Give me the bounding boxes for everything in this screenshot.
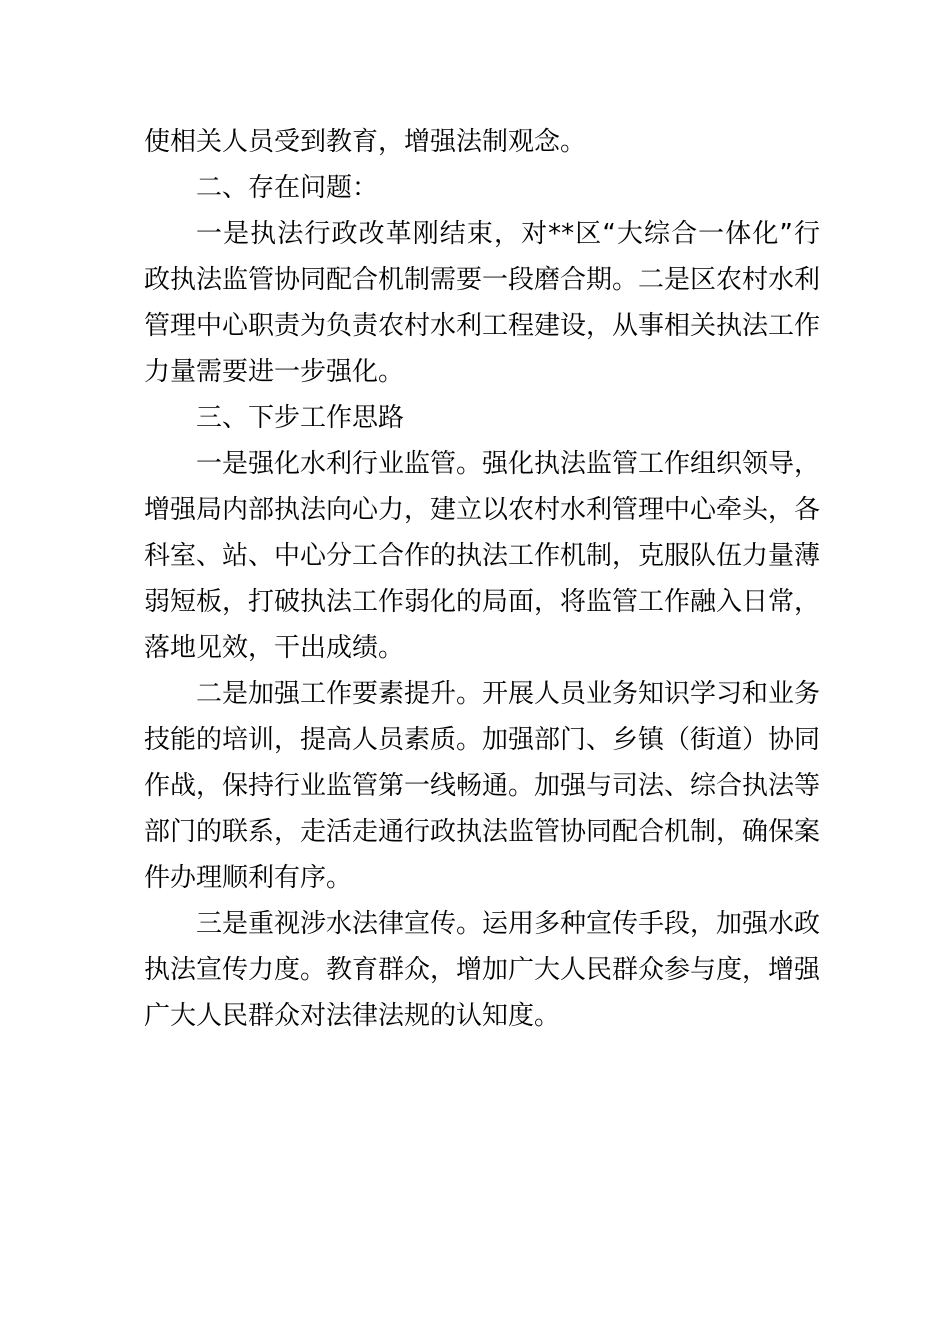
section-heading-problems: 二、存在问题： <box>196 173 379 203</box>
section-heading-next-steps: 三、下步工作思路 <box>196 403 405 433</box>
paragraph-continuation: 使相关人员受到教育，增强法制观念。 <box>144 127 587 157</box>
paragraph-next-step-1: 一是强化水利行业监管。强化执法监管工作组织领导，增强局内部执法向心力，建立以农村水利管理中心牵头，各科室、站、中心分工合作的执法工作机制，克服队伍力量薄弱短板，打破执法工作弱化的局面，将监管工作融入日常， 落地见效，干出成绩。 <box>144 449 821 663</box>
paragraph-next-step-2: 二是加强工作要素提升。开展人员业务知识学习和业务技能的培训，提高人员素质。加强部门、乡镇（街道）协同作战，保持行业监管第一线畅通。加强与司法、综合执法等部门的联系，走活走通行政执法监管协同配合机制，确保案件办理顺利有序。 <box>144 679 821 893</box>
paragraph-next-step-3: 三是重视涉水法律宣传。运用多种宣传手段，加强水政执法宣传力度。教育群众，增加广大人民群众参与度，增强广大人民群众对法律法规的认知度。 <box>144 909 821 1031</box>
paragraph-problems: 一是执法行政改革刚结束，对**区“大综合一体化”行政执法监管协同配合机制需要一段磨合期。二是区农村水利管理中心职责为负责农村水利工程建设，从事相关执法工作力量需要进一步强化。 <box>144 219 821 387</box>
document-body <box>144 119 820 1039</box>
